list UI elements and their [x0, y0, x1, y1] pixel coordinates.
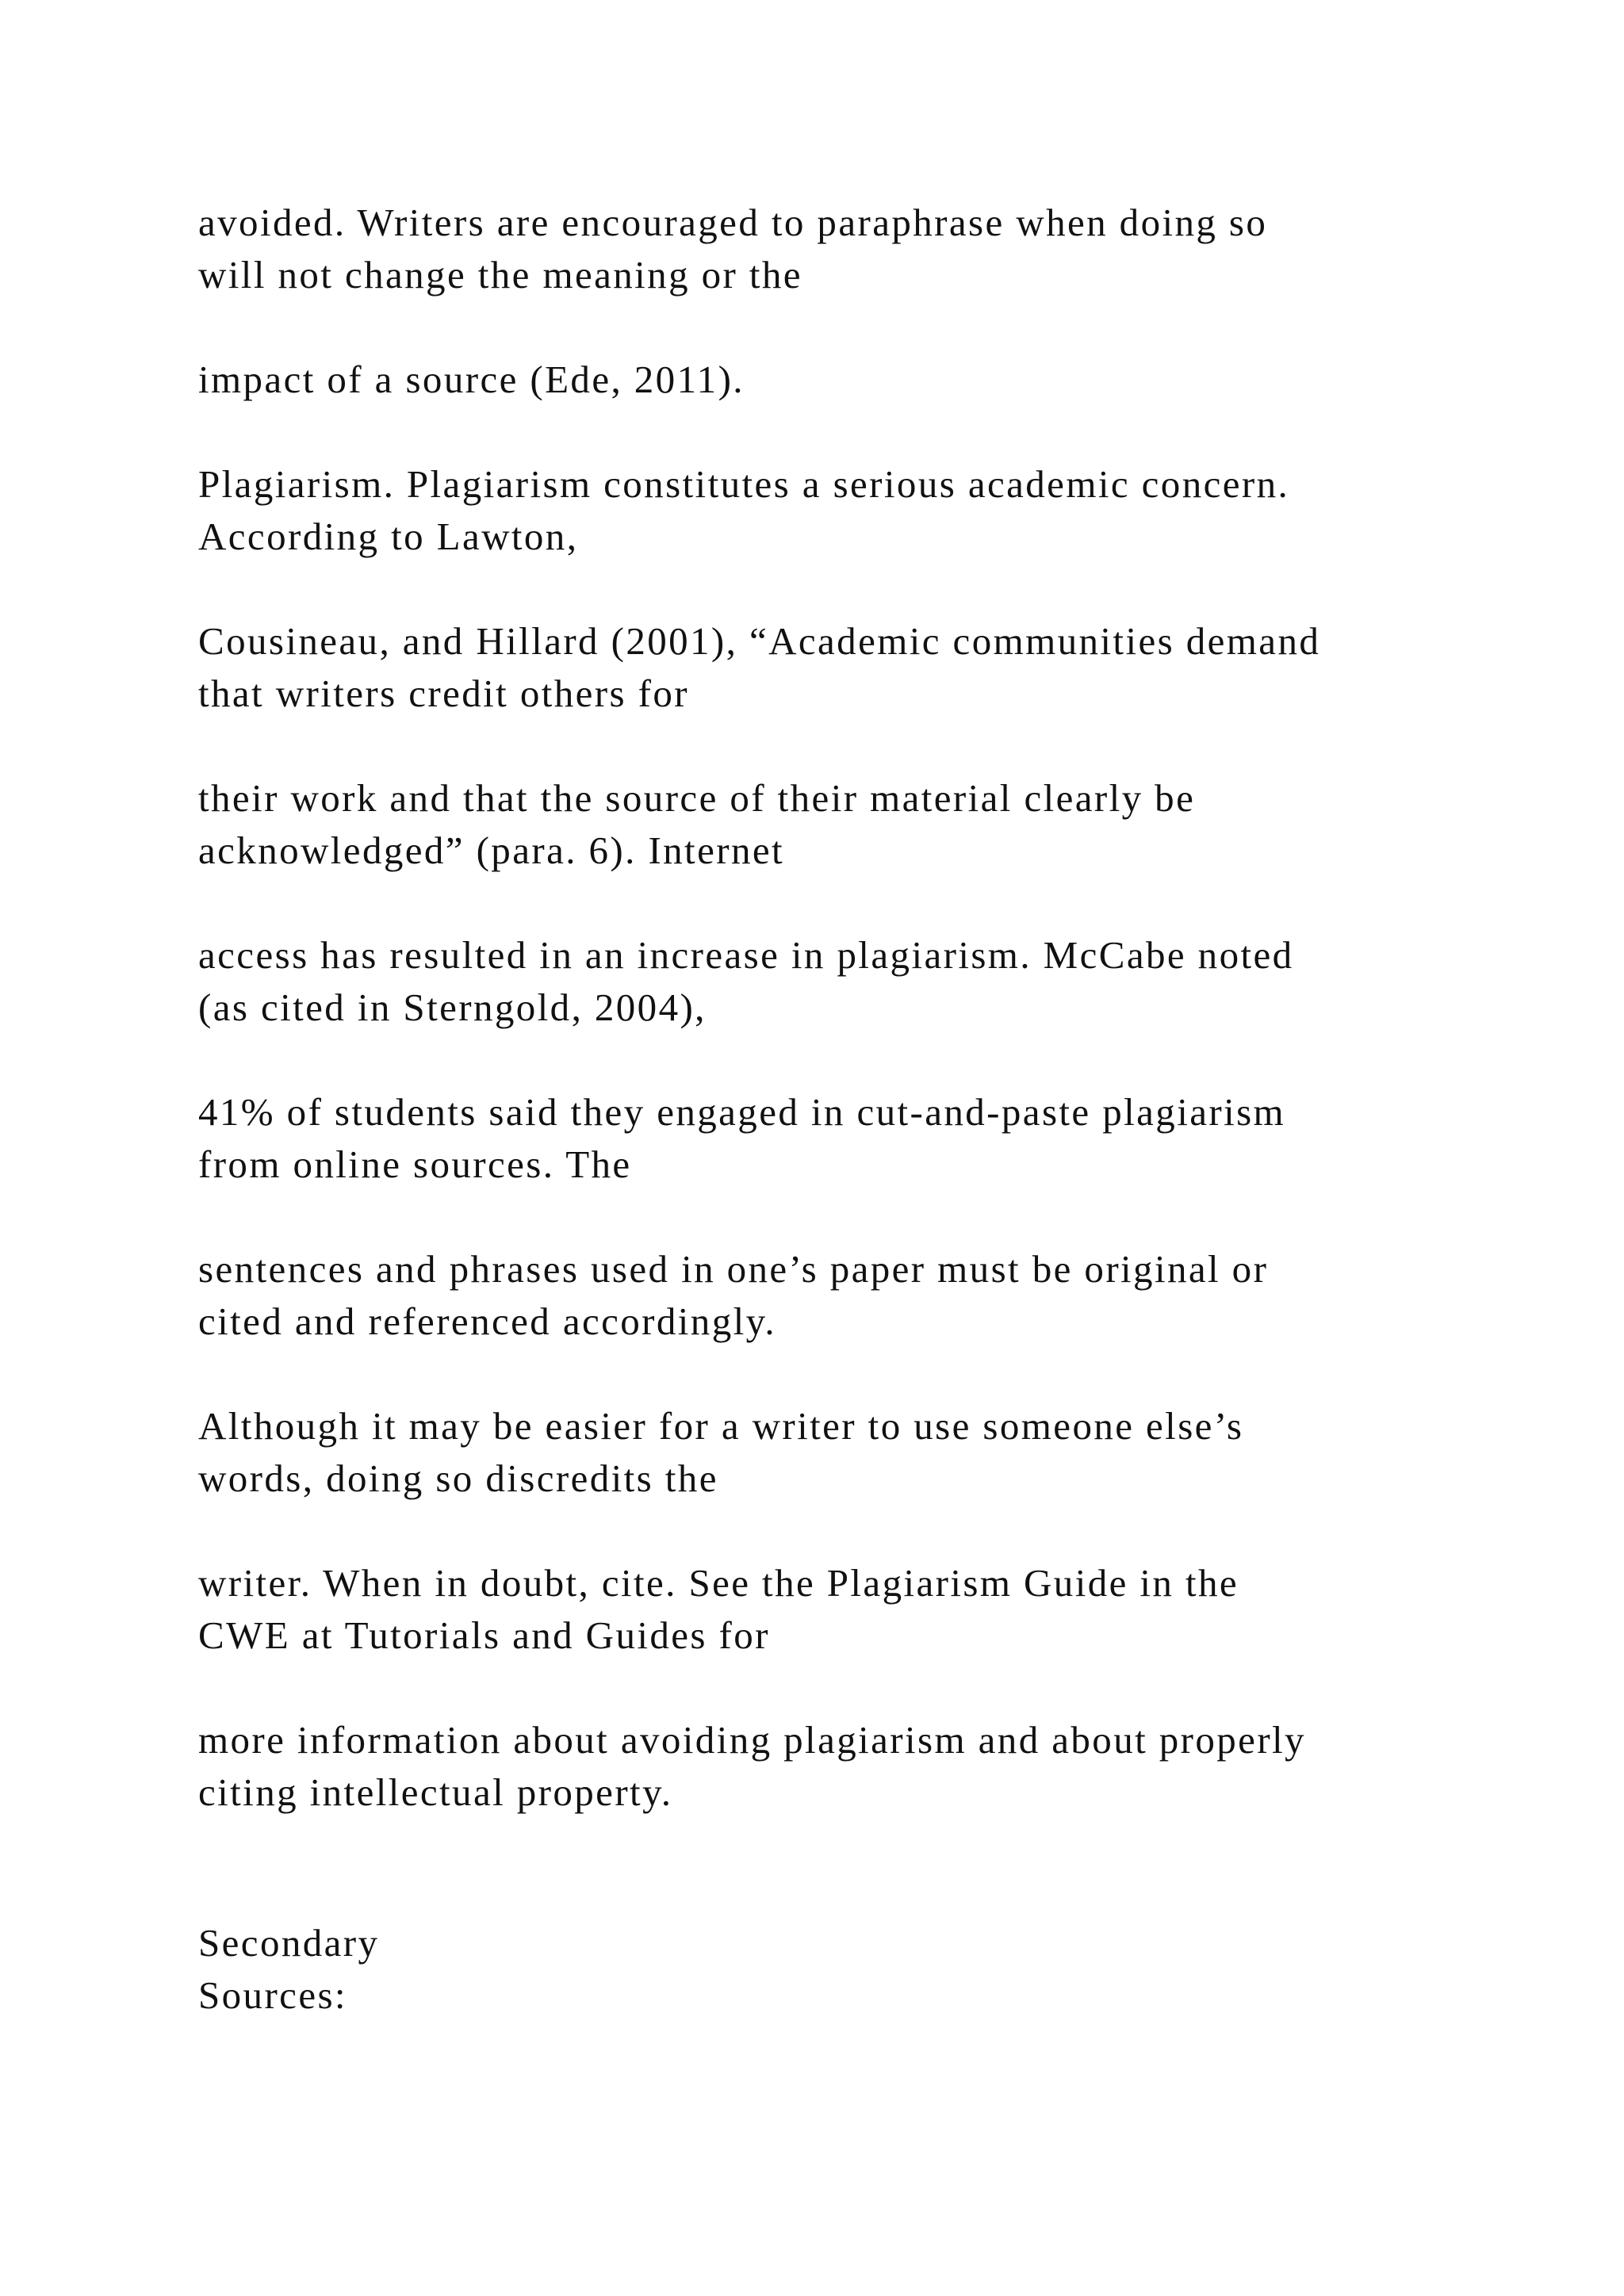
text-line: CWE at Tutorials and Guides for [198, 1613, 770, 1657]
text-line: acknowledged” (para. 6). Internet [198, 828, 785, 872]
paragraph-internet-access [198, 929, 1546, 1034]
paragraph-more-information [198, 1714, 1546, 1819]
text-line: avoided. Writers are encouraged to paraphrase when doing so [198, 201, 1268, 244]
text-line: According to Lawton, [198, 515, 579, 558]
paragraph-impact [198, 354, 1546, 406]
text-line: 41% of students said they engaged in cut-and-paste plagiarism [198, 1090, 1286, 1134]
text-line: more information about avoiding plagiarism and about properly [198, 1718, 1306, 1762]
paragraph-source-acknowledged [198, 772, 1546, 877]
paragraph-statistics [198, 1086, 1546, 1191]
text-line: sentences and phrases used in one’s paper must be original or [198, 1247, 1269, 1291]
text-line: Although it may be easier for a writer to use someone else’s [198, 1404, 1244, 1448]
paragraph-when-in-doubt [198, 1557, 1546, 1662]
paragraph-lawton-quote [198, 615, 1546, 720]
text-line: that writers credit others for [198, 672, 689, 715]
text-line: words, doing so discredits the [198, 1456, 718, 1500]
paragraph-plagiarism-heading [198, 458, 1546, 563]
section-heading-secondary-sources [198, 1917, 1546, 2022]
text-line: Secondary [198, 1921, 380, 1965]
text-line: will not change the meaning or the [198, 253, 802, 297]
text-line: Cousineau, and Hillard (2001), “Academic communities demand [198, 619, 1321, 663]
text-line: from online sources. The [198, 1142, 632, 1186]
text-line: access has resulted in an increase in plagiarism. McCabe noted [198, 933, 1294, 977]
text-line: impact of a source (Ede, 2011). [198, 358, 745, 401]
paragraph-someone-elses-words [198, 1400, 1546, 1505]
text-line: Plagiarism. Plagiarism constitutes a serious academic concern. [198, 462, 1290, 506]
text-line: their work and that the source of their material clearly be [198, 776, 1196, 820]
text-line: citing intellectual property. [198, 1770, 673, 1814]
text-line: (as cited in Sterngold, 2004), [198, 985, 707, 1029]
paragraph-paraphrase [198, 197, 1546, 301]
text-line: writer. When in doubt, cite. See the Plagiarism Guide in the [198, 1561, 1239, 1605]
text-line: cited and referenced accordingly. [198, 1299, 776, 1343]
paragraph-original-sentences [198, 1243, 1546, 1348]
text-line: Sources: [198, 1973, 347, 2017]
